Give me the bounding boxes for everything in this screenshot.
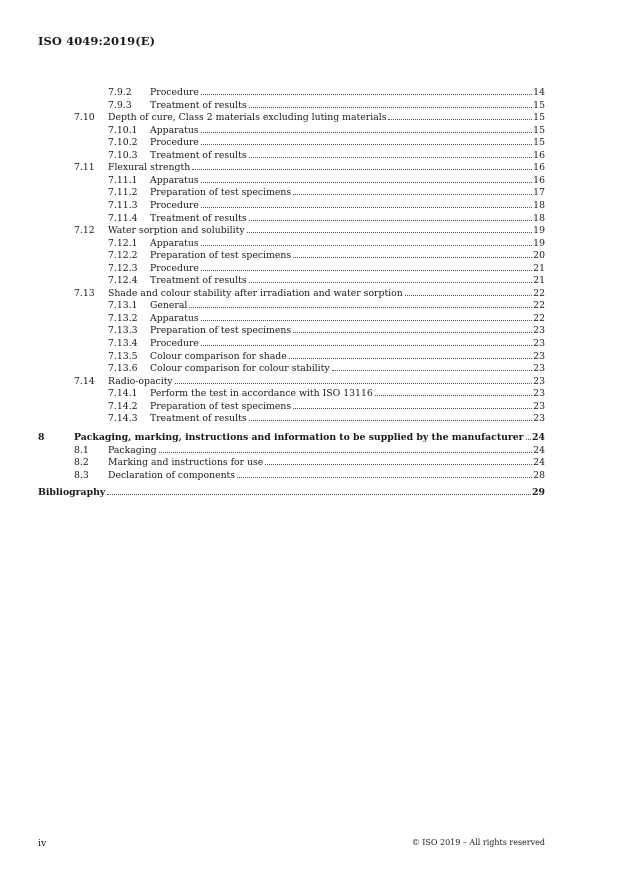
toc-entry[interactable] [0, 150, 620, 163]
toc-entry-page: 18 [533, 199, 545, 211]
toc-entry-title: Shade and colour stability after irradiation and water sorption [108, 287, 403, 299]
toc-entry[interactable] [0, 413, 620, 426]
toc-entry[interactable] [0, 200, 620, 213]
toc-entry[interactable] [0, 213, 620, 226]
toc-entry-title: General [150, 300, 188, 312]
toc-entry[interactable] [0, 162, 620, 175]
toc-entry-number: 8 [38, 432, 45, 444]
toc-entry[interactable] [0, 87, 620, 100]
toc-entry-number: 7.14.3 [108, 413, 138, 425]
dot-leader [249, 107, 533, 108]
toc-entry-number: 7.12 [74, 225, 95, 237]
toc-entry-number: 7.11.1 [108, 174, 138, 186]
toc-entry-number: 7.14.1 [108, 388, 138, 400]
toc-entry-number: 7.10 [74, 112, 95, 124]
toc-entry-title: Perform the test in accordance with ISO 13116 [150, 388, 373, 400]
dot-leader [107, 494, 531, 495]
copyright-notice: © ISO 2019 – All rights reserved [411, 838, 545, 847]
toc-entry[interactable] [0, 250, 620, 263]
toc-entry-number: 7.12.3 [108, 262, 138, 274]
dot-leader [201, 207, 532, 208]
toc-entry-page: 20 [533, 250, 545, 262]
dot-leader [201, 144, 532, 145]
toc-entry-number: 7.10.1 [108, 124, 138, 136]
toc-entry[interactable] [0, 263, 620, 276]
toc-entry-page: 19 [533, 225, 545, 237]
dot-leader [375, 395, 532, 396]
toc-entry[interactable] [0, 187, 620, 200]
toc-entry-number: 7.12.1 [108, 237, 138, 249]
toc-entry-page: 15 [533, 137, 545, 149]
toc-entry-title: Bibliography [38, 487, 106, 499]
dot-leader [201, 182, 533, 183]
toc-entry-title: Depth of cure, Class 2 materials excluding luting materials [108, 112, 387, 124]
dot-leader [249, 220, 533, 221]
toc-entry-page: 21 [533, 275, 545, 287]
toc-entry[interactable] [0, 238, 620, 251]
dot-leader [201, 345, 532, 346]
toc-entry-number: 7.13 [74, 287, 95, 299]
toc-entry[interactable] [0, 300, 620, 313]
toc-entry[interactable] [0, 137, 620, 150]
dot-leader [189, 307, 532, 308]
toc-entry-number: 7.12.4 [108, 275, 138, 287]
toc-entry[interactable] [0, 288, 620, 301]
toc-entry-title: Apparatus [150, 237, 199, 249]
toc-entry-number: 7.14 [74, 375, 95, 387]
toc-entry-title: Treatment of results [150, 275, 247, 287]
toc-entry-number: 7.10.3 [108, 149, 138, 161]
toc-entry-title: Colour comparison for shade [150, 350, 287, 362]
toc-entry[interactable] [0, 457, 620, 470]
toc-entry-title: Declaration of components [108, 470, 236, 481]
toc-entry-number: 8.3 [74, 470, 89, 481]
toc-entry-number: 7.11.4 [108, 212, 138, 224]
toc-entry-page: 19 [533, 237, 545, 249]
toc-entry-title: Apparatus [150, 312, 199, 324]
dot-leader [332, 370, 533, 371]
toc-entry-title: Treatment of results [150, 212, 247, 224]
toc-entry-title: Water sorption and solubility [108, 225, 245, 237]
toc-entry-page: 14 [533, 87, 545, 98]
toc-entry-page: 23 [533, 375, 545, 387]
toc-entry-number: 8.2 [74, 457, 89, 469]
toc-entry-page: 22 [533, 312, 545, 324]
toc-entry[interactable] [0, 338, 620, 351]
toc-entry[interactable] [0, 487, 620, 500]
dot-leader [247, 232, 533, 233]
toc-entry-number: 7.13.4 [108, 338, 138, 349]
toc-entry[interactable] [0, 470, 620, 483]
toc-entry-title: Procedure [150, 262, 199, 274]
toc-entry[interactable] [0, 313, 620, 326]
toc-entry-page: 15 [533, 112, 545, 124]
toc-entry-title: Colour comparison for colour stability [150, 363, 330, 375]
toc-entry-number: 7.13.1 [108, 300, 138, 312]
toc-entry-page: 23 [533, 400, 545, 412]
dot-leader [289, 358, 532, 359]
dot-leader [249, 420, 533, 421]
toc-entry-number: 7.14.2 [108, 400, 138, 412]
dot-leader [201, 245, 533, 246]
toc-entry-page: 22 [533, 287, 545, 299]
toc-entry-number: 7.11.2 [108, 187, 138, 199]
toc-entry[interactable] [0, 363, 620, 376]
toc-entry-page: 23 [533, 413, 545, 425]
toc-entry-page: 16 [533, 174, 545, 186]
toc-entry-title: Procedure [150, 338, 199, 349]
toc-entry-number: 7.11 [74, 162, 95, 174]
toc-entry-number: 7.13.5 [108, 350, 138, 362]
toc-entry-page: 17 [533, 187, 545, 199]
toc-entry-title: Procedure [150, 137, 199, 149]
toc-entry-number: 7.9.3 [108, 99, 132, 111]
dot-leader [201, 320, 533, 321]
toc-entry[interactable] [0, 351, 620, 364]
toc-entry[interactable] [0, 432, 620, 445]
dot-leader [405, 295, 532, 296]
toc-entry-page: 15 [533, 124, 545, 136]
toc-entry-number: 8.1 [74, 444, 89, 456]
toc-entry[interactable] [0, 125, 620, 138]
toc-entry[interactable] [0, 401, 620, 414]
toc-entry-number: 7.13.6 [108, 363, 138, 375]
dot-leader [265, 464, 532, 465]
toc-entry-page: 23 [533, 350, 545, 362]
toc-entry-page: 24 [533, 444, 545, 456]
toc-entry-number: 7.13.2 [108, 312, 138, 324]
dot-leader [249, 157, 533, 158]
toc-entry-page: 23 [533, 363, 545, 375]
dot-leader [249, 282, 533, 283]
toc-entry-title: Packaging [108, 444, 157, 456]
toc-entry[interactable] [0, 225, 620, 238]
toc-entry-page: 15 [533, 99, 545, 111]
toc-entry-title: Preparation of test specimens [150, 187, 292, 199]
toc-entry-title: Flexural strength [108, 162, 191, 174]
toc-entry-page: 24 [533, 457, 545, 469]
dot-leader [526, 439, 531, 440]
toc-entry[interactable] [0, 112, 620, 125]
toc-entry-number: 7.13.3 [108, 325, 138, 337]
toc-entry-page: 16 [533, 149, 545, 161]
dot-leader [388, 119, 532, 120]
page-number: iv [38, 838, 47, 849]
toc-entry-title: Treatment of results [150, 99, 247, 111]
dot-leader [175, 383, 532, 384]
dot-leader [237, 477, 532, 478]
toc-entry-page: 28 [533, 470, 545, 481]
toc-entry-number: 7.10.2 [108, 137, 138, 149]
toc-entry-title: Preparation of test specimens [150, 325, 292, 337]
dot-leader [192, 169, 532, 170]
toc-entry-page: 16 [533, 162, 545, 174]
document-id-header: ISO 4049:2019(E) [38, 34, 156, 48]
toc-entry-page: 23 [533, 325, 545, 337]
toc-entry-title: Apparatus [150, 124, 199, 136]
dot-leader [293, 257, 532, 258]
toc-entry[interactable] [0, 100, 620, 113]
toc-entry-page: 24 [532, 432, 545, 444]
toc-entry-page: 23 [533, 388, 545, 400]
toc-entry-page: 29 [532, 487, 545, 499]
toc-entry-page: 22 [533, 300, 545, 312]
toc-entry-number: 7.9.2 [108, 87, 132, 98]
toc-entry-title: Treatment of results [150, 149, 247, 161]
toc-entry[interactable] [0, 175, 620, 188]
toc-entry[interactable] [0, 275, 620, 288]
dot-leader [159, 452, 533, 453]
dot-leader [293, 332, 532, 333]
toc-entry-page: 23 [533, 338, 545, 349]
toc-entry[interactable] [0, 325, 620, 338]
toc-entry[interactable] [0, 445, 620, 458]
dot-leader [293, 194, 532, 195]
toc-entry-title: Procedure [150, 199, 199, 211]
dot-leader [201, 94, 532, 95]
toc-entry-title: Packaging, marking, instructions and information to be supplied by the manufacturer [74, 432, 524, 444]
toc-entry-number: 7.12.2 [108, 250, 138, 262]
toc-entry[interactable] [0, 388, 620, 401]
toc-entry-title: Preparation of test specimens [150, 400, 292, 412]
toc-entry-page: 18 [533, 212, 545, 224]
toc-entry-number: 7.11.3 [108, 199, 138, 211]
toc-entry-title: Apparatus [150, 174, 199, 186]
dot-leader [201, 132, 533, 133]
toc-entry-title: Treatment of results [150, 413, 247, 425]
dot-leader [201, 270, 532, 271]
toc-entry-title: Marking and instructions for use [108, 457, 264, 469]
toc-entry-page: 21 [533, 262, 545, 274]
toc-entry-title: Radio-opacity [108, 375, 173, 387]
toc-entry-title: Preparation of test specimens [150, 250, 292, 262]
dot-leader [293, 408, 532, 409]
toc-entry[interactable] [0, 376, 620, 389]
toc-entry-title: Procedure [150, 87, 199, 98]
